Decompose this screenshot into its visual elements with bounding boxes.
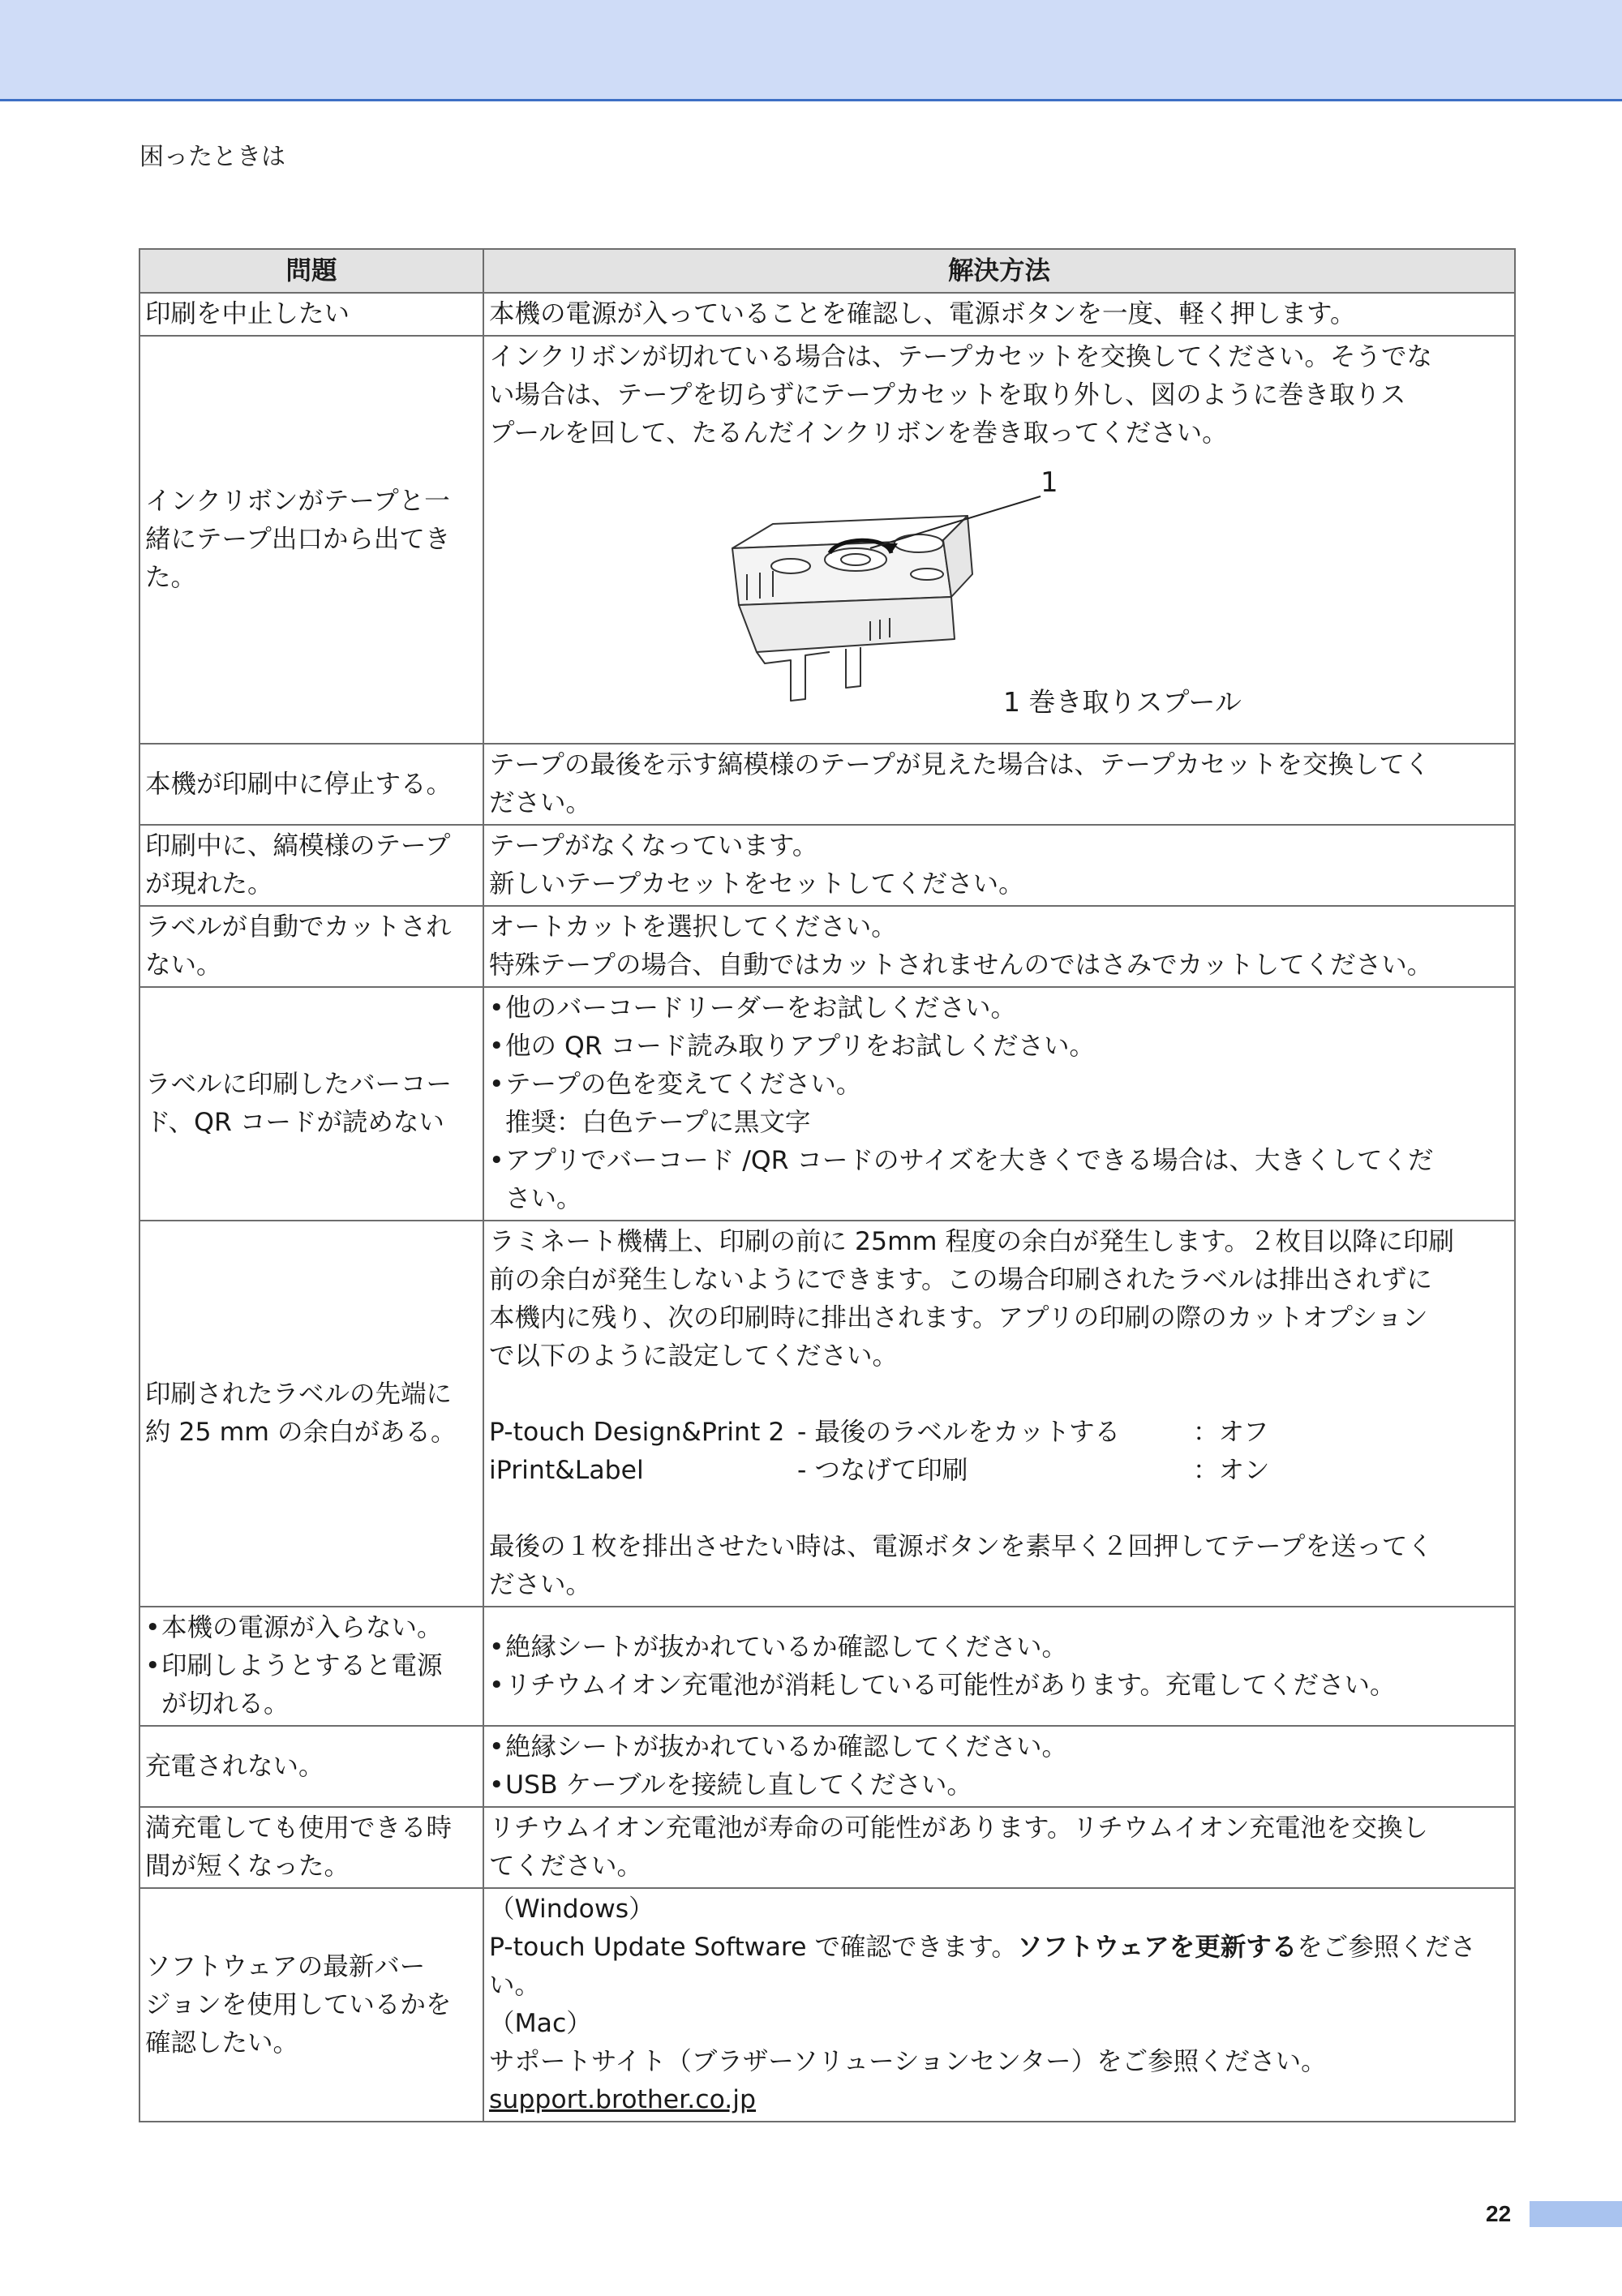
table-row — [139, 1607, 1515, 1726]
header-band — [0, 0, 1622, 101]
problem-cell — [139, 1888, 483, 2122]
solution-line: ださい。 — [489, 1570, 592, 1599]
bullet-continuation: さい。 — [505, 1184, 582, 1213]
page-number: 22 — [1486, 2201, 1512, 2226]
solution-cell — [483, 1607, 1515, 1726]
problem-line: 間が短くなった。 — [145, 1852, 350, 1881]
bullet-item: • USB ケーブルを接続し直してください。 — [489, 1766, 1509, 1805]
header-problem: 問題 — [139, 249, 483, 293]
solution-cell — [483, 744, 1515, 825]
bullet-subtext: 推奨：白色テープに黒文字 — [505, 1108, 811, 1137]
problem-cell — [139, 336, 483, 744]
setting-option: - 最後のラベルをカットする — [797, 1418, 1121, 1447]
problem-cell — [139, 1221, 483, 1607]
setting-app: iPrint&Label — [489, 1456, 644, 1485]
problem-line: 約 25 mm の余白がある。 — [145, 1418, 457, 1447]
figure-caption: 1 巻き取りスプール — [1003, 686, 1242, 718]
setting-value: ：オフ — [1193, 1418, 1269, 1447]
table-row — [139, 1807, 1515, 1888]
solution-line: ださい。 — [489, 788, 592, 818]
solution-cell — [483, 1726, 1515, 1807]
bullet-item: • 絶縁シートが抜かれているか確認してください。 — [489, 1629, 1509, 1667]
problem-line: ラベルが自動でカットされ — [145, 912, 452, 942]
text-segment: をご参照くださ — [1297, 1933, 1476, 1962]
cross-reference[interactable]: ソフトウェアを更新する — [1017, 1933, 1298, 1962]
setting-value: ：オン — [1193, 1456, 1270, 1485]
support-link[interactable]: support.brother.co.jp — [489, 2085, 757, 2114]
problem-line: 緒にテープ出口から出てき — [145, 525, 451, 554]
table-header-row — [139, 249, 1515, 293]
table-row — [139, 336, 1515, 744]
table-row — [139, 987, 1515, 1221]
problem-line: ラベルに印刷したバーコー — [145, 1070, 453, 1099]
solution-line: テープがなくなっています。 — [489, 831, 818, 860]
solution-cell — [483, 1807, 1515, 1888]
solution-cell — [483, 906, 1515, 987]
bullet-item: • 他のバーコードリーダーをお試しください。 — [489, 989, 1509, 1028]
problem-line: た。 — [145, 563, 197, 592]
solution-line: プールを回して、たるんだインクリボンを巻き取ってください。 — [489, 418, 1228, 448]
problem-text: 印刷を中止したい — [145, 299, 350, 328]
solution-line: 本機内に残り、次の印刷時に排出されます。アプリの印刷の際のカットオプション — [489, 1303, 1428, 1333]
bullet-item: • リチウムイオン充電池が消耗している可能性があります。充電してください。 — [489, 1667, 1509, 1705]
setting-row — [489, 1414, 1509, 1452]
problem-line: ソフトウェアの最新バー — [145, 1951, 426, 1981]
bullet-item: • 本機の電源が入らない。 — [145, 1609, 478, 1647]
solution-line: インクリボンが切れている場合は、テープカセットを交換してください。そうでな — [489, 342, 1432, 371]
figure-callout-number: 1 — [1041, 466, 1058, 499]
solution-line: ラミネート機構上、印刷の前に 25mm 程度の余白が発生します。２枚目以降に印刷 — [489, 1227, 1454, 1256]
table-row — [139, 825, 1515, 906]
table-row — [139, 1888, 1515, 2122]
solution-line: （Mac） — [489, 2009, 592, 2038]
solution-line: い場合は、テープを切らずにテープカセットを取り外し、図のように巻き取りス — [489, 380, 1406, 410]
tape-cassette-illustration — [489, 453, 1511, 741]
setting-option: - つなげて印刷 — [797, 1456, 968, 1485]
solution-line: 前の余白が発生しないようにできます。この場合印刷されたラベルは排出されずに — [489, 1265, 1432, 1294]
bullet-item: • 絶縁シートが抜かれているか確認してください。 — [489, 1728, 1509, 1766]
problem-text: 充電されない。 — [145, 1751, 324, 1781]
text-segment: P-touch Update Software で確認できます。 — [489, 1933, 1017, 1962]
solution-cell — [483, 825, 1515, 906]
bullet-item: • アプリでバーコード /QR コードのサイズを大きくできる場合は、大きくしてくだ — [489, 1142, 1509, 1180]
solution-line: で以下のように設定してください。 — [489, 1341, 899, 1371]
solution-cell — [483, 987, 1515, 1221]
solution-line: い。 — [489, 1971, 541, 2000]
problem-line: 印刷中に、縞模様のテープ — [145, 831, 451, 860]
page-tab-marker — [1530, 2201, 1622, 2227]
problem-cell — [139, 987, 483, 1221]
solution-cell — [483, 336, 1515, 744]
setting-app: P-touch Design&Print 2 — [489, 1418, 785, 1447]
problem-line: 印刷されたラベルの先端に — [145, 1380, 453, 1409]
problem-line: ジョンを使用しているかを — [145, 1989, 452, 2019]
solution-line: てください。 — [489, 1852, 643, 1881]
troubleshooting-table — [139, 248, 1516, 2122]
problem-cell — [139, 1726, 483, 1807]
problem-line: 満充電しても使用できる時 — [145, 1813, 453, 1843]
problem-cell — [139, 906, 483, 987]
solution-line: 最後の１枚を排出させたい時は、電源ボタンを素早く２回押してテープを送ってく — [489, 1532, 1433, 1561]
problem-line: 確認したい。 — [145, 2028, 299, 2058]
solution-line: オートカットを選択してください。 — [489, 912, 897, 942]
table-row — [139, 744, 1515, 825]
problem-line: ド、QR コードが読めない — [145, 1108, 444, 1137]
solution-cell — [483, 1888, 1515, 2122]
tape-cassette-figure — [489, 453, 1509, 741]
setting-row — [489, 1452, 1509, 1490]
solution-cell — [483, 1221, 1515, 1607]
solution-line: 新しいテープカセットをセットしてください。 — [489, 869, 1024, 899]
problem-line: ない。 — [145, 951, 222, 980]
solution-line: 特殊テープの場合、自動ではカットされませんのではさみでカットしてください。 — [489, 951, 1433, 980]
section-title: 困ったときは — [139, 143, 285, 171]
problem-cell — [139, 744, 483, 825]
solution-cell — [483, 293, 1515, 336]
table-row — [139, 906, 1515, 987]
table-row — [139, 293, 1515, 336]
problem-line: が現れた。 — [145, 869, 273, 899]
problem-cell — [139, 825, 483, 906]
table-row — [139, 1221, 1515, 1607]
problem-text: 本機が印刷中に停止する。 — [145, 769, 453, 799]
solution-line: （Windows） — [489, 1895, 654, 1924]
bullet-continuation: が切れる。 — [161, 1689, 290, 1719]
table-row — [139, 1726, 1515, 1807]
bullet-item: • 印刷しようとすると電源 — [145, 1647, 478, 1685]
bullet-item: • テープの色を変えてください。 — [489, 1066, 1509, 1104]
bullet-item: • 他の QR コード読み取りアプリをお試しください。 — [489, 1028, 1509, 1066]
problem-cell — [139, 1607, 483, 1726]
solution-line — [489, 1929, 1509, 1967]
solution-line: サポートサイト（ブラザーソリューションセンター）をご参照ください。 — [489, 2047, 1327, 2076]
problem-line: インクリボンがテープと一 — [145, 487, 450, 516]
solution-text: 本機の電源が入っていることを確認し、電源ボタンを一度、軽く押します。 — [489, 299, 1356, 328]
solution-line: リチウムイオン充電池が寿命の可能性があります。リチウムイオン充電池を交換し — [489, 1813, 1428, 1843]
header-solution: 解決方法 — [483, 249, 1515, 293]
problem-cell — [139, 293, 483, 336]
solution-line: テープの最後を示す縞模様のテープが見えた場合は、テープカセットを交換してく — [489, 750, 1431, 779]
problem-cell — [139, 1807, 483, 1888]
